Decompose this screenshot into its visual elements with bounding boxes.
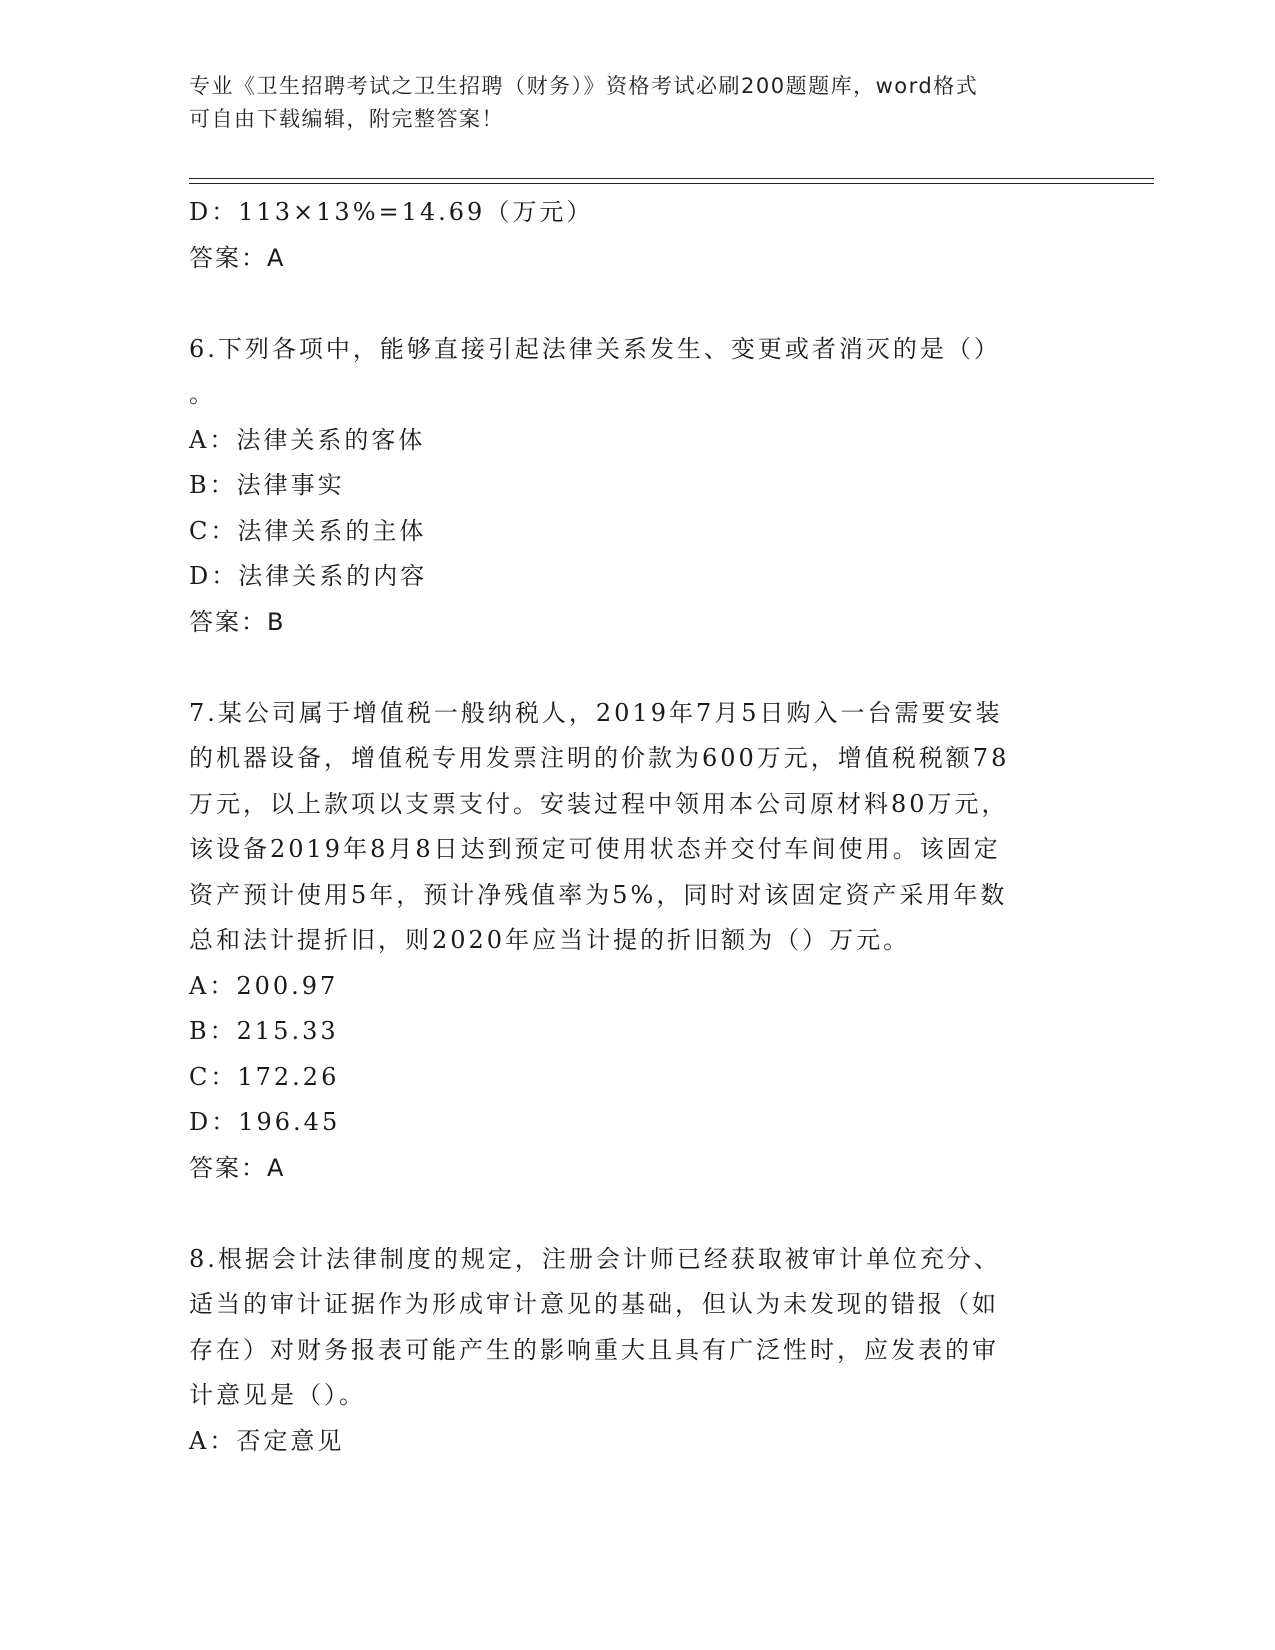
- header-line-2: 可自由下载编辑，附完整答案！: [189, 107, 504, 131]
- question-6-option-b: B：法律事实: [189, 471, 345, 499]
- question-8-stem-line-1: 8.根据会计法律制度的规定，注册会计师已经获取被审计单位充分、: [189, 1244, 1001, 1273]
- question-7-stem-line-5: 资产预计使用5年，预计净残值率为5%，同时对该固定资产采用年数: [189, 880, 1008, 909]
- question-7-stem-line-6: 总和法计提折旧，则2020年应当计提的折旧额为（）万元。: [189, 926, 911, 954]
- question-8-stem-line-2: 适当的审计证据作为形成审计意见的基础，但认为未发现的错报（如: [189, 1290, 999, 1318]
- prev-option-d: D：113×13%=14.69（万元）: [189, 198, 594, 226]
- header-divider-top: [189, 178, 1154, 179]
- question-6-stem-line-2: 。: [189, 380, 216, 408]
- question-7-option-c: C：172.26: [189, 1062, 340, 1091]
- header-line-1: 专业《卫生招聘考试之卫生招聘（财务）》资格考试必刷200题题库，word格式: [189, 74, 979, 98]
- question-8: [189, 1237, 1069, 1465]
- question-7-stem-line-4: 该设备2019年8月8日达到预定可使用状态并交付车间使用。该固定: [189, 835, 1001, 863]
- question-7-stem-line-1: 7.某公司属于增值税一般纳税人，2019年7月5日购入一台需要安装: [189, 698, 1003, 727]
- document-header: [189, 70, 1069, 136]
- document-body: [189, 190, 1069, 1464]
- spacer: [189, 645, 1069, 691]
- question-7-option-b: B：215.33: [189, 1017, 339, 1045]
- question-7-stem-line-3: 万元，以上款项以支票支付。安装过程中领用本公司原材料80万元，: [189, 789, 1009, 818]
- question-6-option-d: D：法律关系的内容: [189, 562, 428, 590]
- question-6: [189, 327, 1069, 646]
- prev-answer: 答案：A: [189, 243, 286, 272]
- question-6-stem-line-1: 6.下列各项中，能够直接引起法律关系发生、变更或者消灭的是（）: [189, 334, 1001, 363]
- question-7-option-d: D：196.45: [189, 1108, 341, 1136]
- question-8-stem-line-3: 存在）对财务报表可能产生的影响重大且具有广泛性时，应发表的审: [189, 1335, 999, 1364]
- question-6-option-c: C：法律关系的主体: [189, 516, 427, 545]
- question-7-stem-line-2: 的机器设备，增值税专用发票注明的价款为600万元，增值税税额78: [189, 744, 1010, 772]
- question-6-answer: 答案：B: [189, 607, 286, 636]
- question-6-option-a: A：法律关系的客体: [189, 425, 426, 454]
- question-8-option-a: A：否定意见: [189, 1426, 345, 1455]
- question-7-option-a: A：200.97: [189, 971, 339, 1000]
- question-8-stem-line-4: 计意见是（）。: [189, 1381, 366, 1409]
- header-divider-bottom: [189, 183, 1154, 184]
- spacer: [189, 281, 1069, 327]
- spacer: [189, 1191, 1069, 1237]
- question-7: [189, 691, 1069, 1192]
- question-7-answer: 答案：A: [189, 1153, 286, 1182]
